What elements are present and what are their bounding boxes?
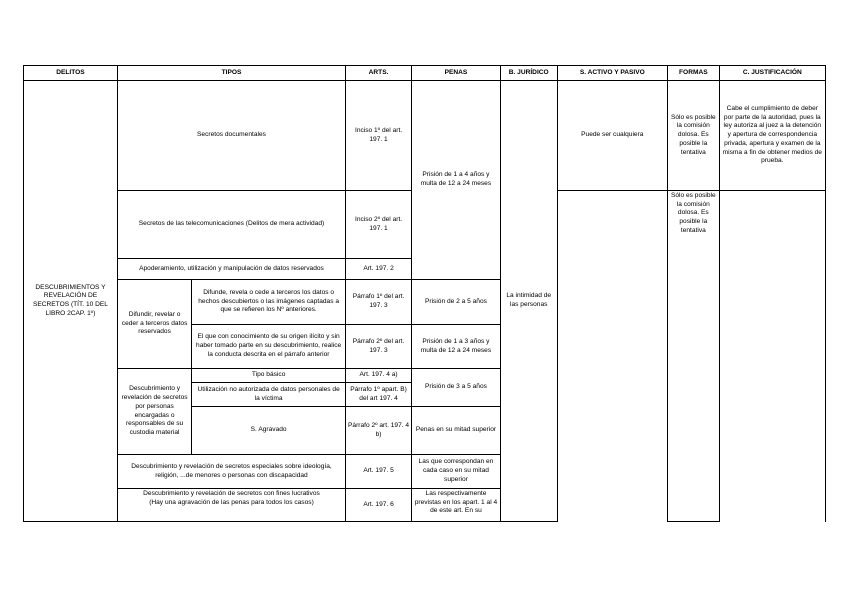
tipo-encargados-group: Descubrimiento y revelación de secretos por personas encargadas o responsables de su custodia material	[117, 369, 191, 455]
header-delitos: DELITOS	[24, 66, 118, 81]
justificacion-empty	[719, 191, 825, 522]
formas-cell-1: Sólo es posible la comisión dolosa. Es posible la tentativa	[668, 81, 720, 191]
bien-juridico-cell: La intimidad de las personas	[500, 81, 557, 522]
art-especiales: Art. 197. 5	[346, 455, 412, 489]
tipo-difundir-group: Difundir, revelar o ceder a terceros datos reservados	[117, 280, 191, 369]
pena-difundir-2: Prisión de 1 a 3 años y multa de 12 a 24 meses	[412, 325, 501, 369]
header-tipos: TIPOS	[117, 66, 345, 81]
tipo-lucrativos-note: (Hay una agravación de las penas para todos los casos)	[149, 498, 314, 506]
sujetos-empty	[557, 191, 667, 522]
justificacion-cell: Cabe el cumplimiento de deber por parte de la autoridad, pues la ley autoriza al juez a la detención y apertura de correspondencia privada, apertura y examen de la misma a fin de obtener medios de prueba.	[719, 81, 825, 191]
tipo-especiales: Descubrimiento y revelación de secretos especiales sobre ideología, religión, ...de menores o personas con discapacidad	[117, 455, 345, 489]
tipo-lucrativos	[117, 489, 345, 522]
pena-difundir-1: Prisión de 2 a 5 años	[412, 280, 501, 325]
pena-lucrativos: Las respectivamente previstas en los apart. 1 al 4 de este art. En su	[412, 489, 501, 522]
tipo-encargados-agravado: S. Agravado	[192, 407, 346, 455]
tipo-difundir-sub2: El que con conocimiento de su origen ilícito y sin haber tomado parte en su descubrimiento, realice la conducta descrita en el párrafo anterior	[192, 325, 346, 369]
formas-cell-2: Sólo es posible la comisión dolosa. Es posible la tentativa	[668, 191, 720, 522]
art-secretos-documentales: Inciso 1º del art. 197. 1	[346, 81, 412, 191]
art-difundir-2: Párrafo 2º del art. 197. 3	[346, 325, 412, 369]
crime-summary-table	[23, 65, 826, 522]
tipo-encargados-utilizacion: Utilización no autorizada de datos personales de la víctima	[192, 383, 346, 407]
tipo-secretos-documentales: Secretos documentales	[117, 81, 345, 191]
tipo-apoderamiento: Apoderamiento, utilización y manipulación de datos reservados	[117, 259, 345, 280]
art-lucrativos: Art. 197. 6	[346, 489, 412, 522]
tipo-encargados-basico: Tipo básico	[192, 369, 346, 383]
header-formas: FORMAS	[668, 66, 720, 81]
tipo-secretos-telecom: Secretos de las telecomunicaciones (Delitos de mera actividad)	[117, 191, 345, 259]
delito-cell: DESCUBRIMIENTOS Y REVELACIÓN DE SECRETOS (TÍT. 10 DEL LIBRO 2CAP. 1º)	[24, 81, 118, 522]
header-arts: ARTS.	[346, 66, 412, 81]
art-encargados-3: Párrafo 2º art. 197. 4 b)	[346, 407, 412, 455]
table-row	[24, 81, 826, 191]
pena-prision-1-4: Prisión de 1 a 4 años y multa de 12 a 24 meses	[412, 81, 501, 280]
header-bien-juridico: B. JURÍDICO	[500, 66, 557, 81]
art-encargados-2: Párrafo 1º apart. B) del art 197. 4	[346, 383, 412, 407]
pena-especiales: Las que correspondan en cada caso en su mitad superior	[412, 455, 501, 489]
tipo-difundir-sub1: Difunde, revela o cede a terceros los datos o hechos descubiertos o las imágenes captadas a que se refieren los Nº anteriores.	[192, 280, 346, 325]
art-difundir-1: Párrafo 1º del art. 197. 3	[346, 280, 412, 325]
sujetos-cell: Puede ser cualquiera	[557, 81, 667, 191]
header-row	[24, 66, 826, 81]
header-sujetos: S. ACTIVO Y PASIVO	[557, 66, 667, 81]
tipo-lucrativos-text: Descubrimiento y revelación de secretos con fines lucrativos	[143, 490, 320, 497]
pena-encargados-1: Prisión de 3 a 5 años	[412, 369, 501, 407]
header-justificacion: C. JUSTIFICACIÓN	[719, 66, 825, 81]
header-penas: PENAS	[412, 66, 501, 81]
art-secretos-telecom: Inciso 2º del art. 197. 1	[346, 191, 412, 259]
art-apoderamiento: Art. 197. 2	[346, 259, 412, 280]
art-encargados-1: Art. 197. 4 a)	[346, 369, 412, 383]
pena-encargados-3: Penas en su mitad superior	[412, 407, 501, 455]
